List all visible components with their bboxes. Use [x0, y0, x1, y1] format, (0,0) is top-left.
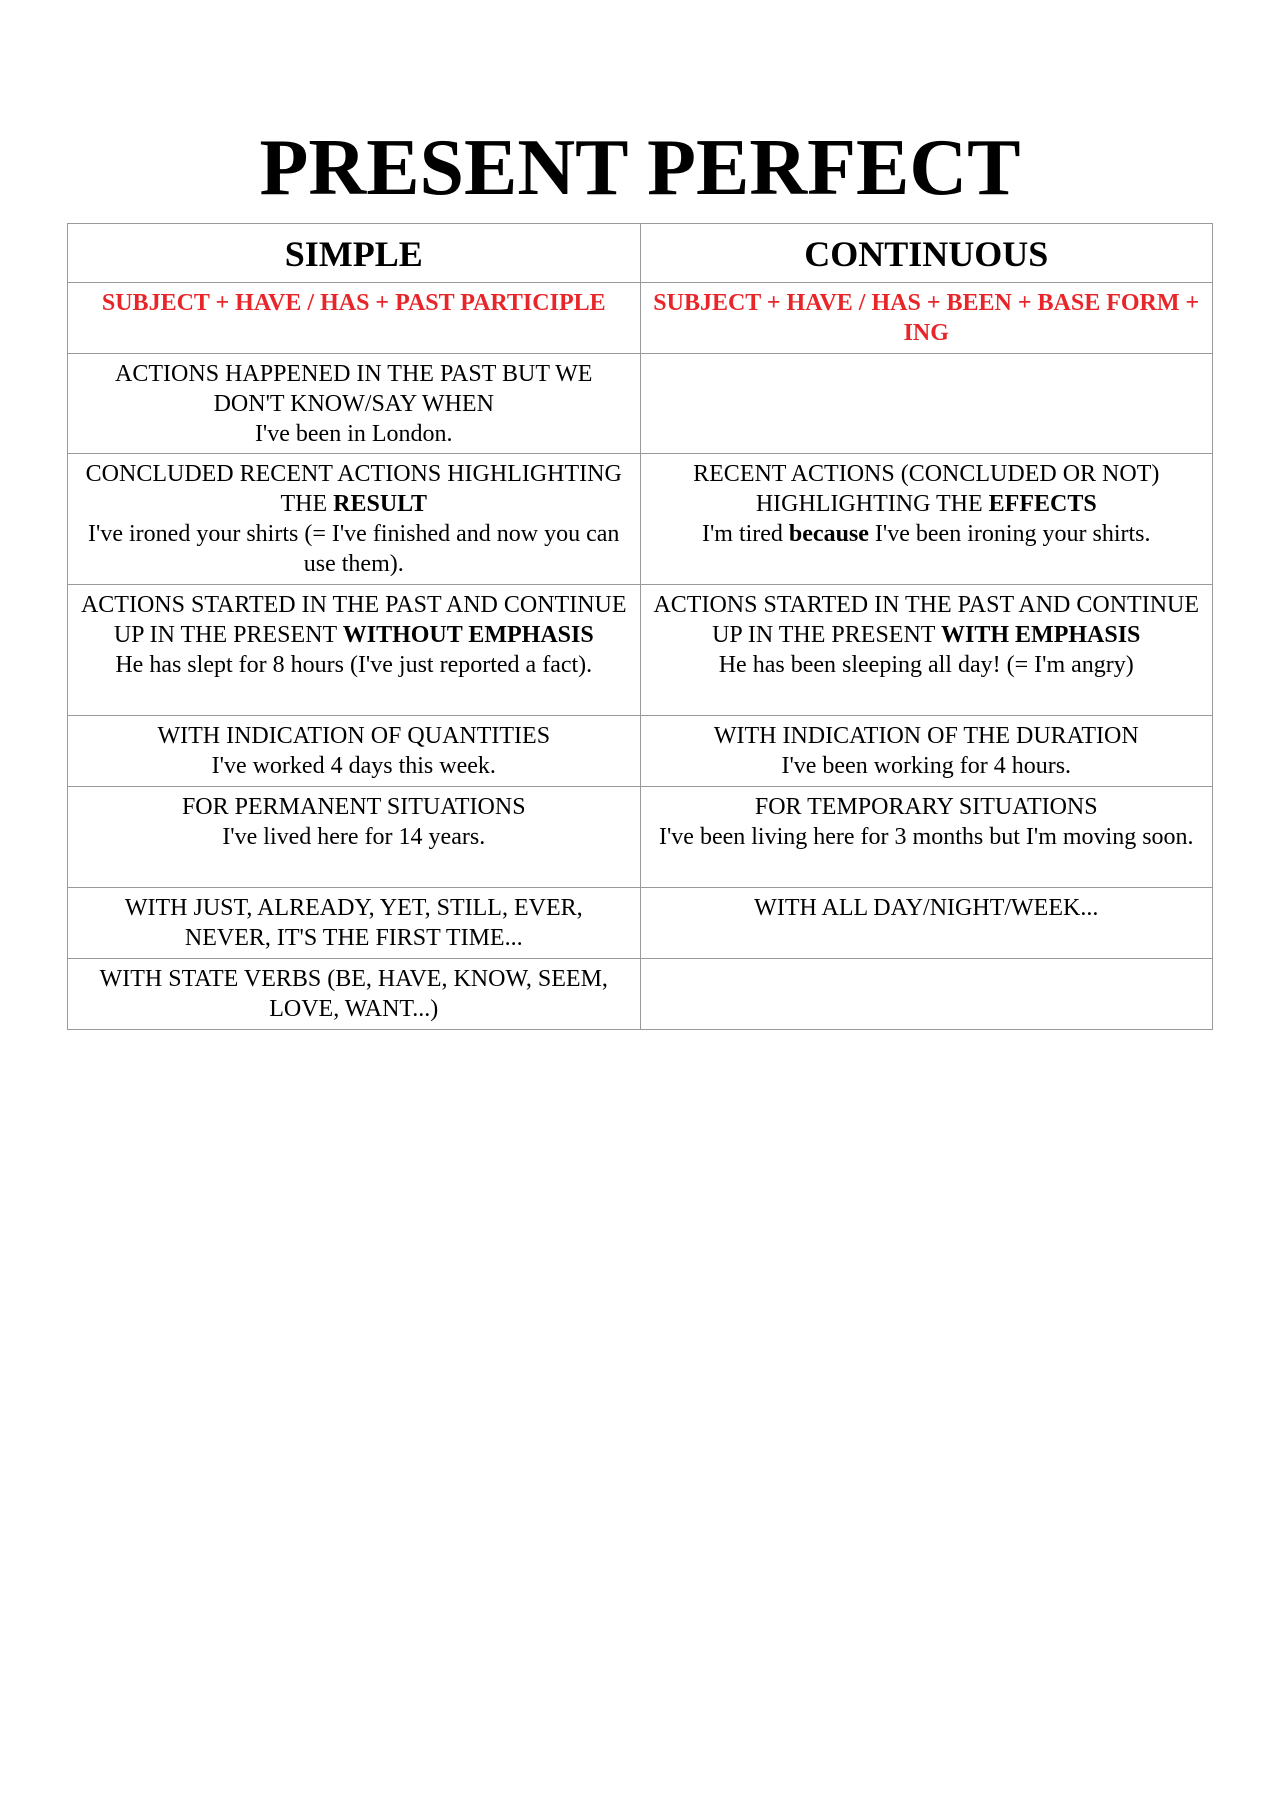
usage-description: CONCLUDED RECENT ACTIONS HIGHLIGHTING THE RESULT	[85, 461, 622, 517]
table-row	[68, 354, 1213, 454]
usage-description: FOR PERMANENT SITUATIONS	[181, 794, 526, 820]
usage-cell-simple	[68, 454, 641, 585]
usage-cell-simple	[68, 354, 641, 454]
table-row	[68, 716, 1213, 787]
usage-example: I've worked 4 days this week.	[211, 753, 496, 779]
table-row	[68, 959, 1213, 1030]
usage-example: I've been in London.	[254, 421, 453, 447]
table-header-row	[68, 224, 1213, 283]
usage-example: He has been sleeping all day! (= I'm angry)	[718, 652, 1134, 678]
usage-cell-simple	[68, 888, 641, 959]
usage-description: ACTIONS STARTED IN THE PAST AND CONTINUE UP IN THE PRESENT WITH EMPHASIS	[653, 592, 1200, 648]
usage-description: WITH ALL DAY/NIGHT/WEEK...	[754, 895, 1099, 921]
usage-example: I've lived here for 14 years.	[222, 824, 486, 850]
page-title: PRESENT PERFECT	[259, 124, 1021, 212]
usage-cell-simple	[68, 787, 641, 888]
usage-example: I've been working for 4 hours.	[781, 753, 1072, 779]
formula-simple: SUBJECT + HAVE / HAS + PAST PARTICIPLE	[68, 283, 641, 354]
usage-cell-continuous	[640, 959, 1213, 1030]
usage-description: FOR TEMPORARY SITUATIONS	[754, 794, 1098, 820]
usage-description: ACTIONS STARTED IN THE PAST AND CONTINUE UP IN THE PRESENT WITHOUT EMPHASIS	[80, 592, 627, 648]
table-row	[68, 787, 1213, 888]
usage-cell-simple	[68, 585, 641, 716]
usage-description: RECENT ACTIONS (CONCLUDED OR NOT) HIGHLIGHTING THE EFFECTS	[693, 461, 1160, 517]
usage-description: WITH STATE VERBS (BE, HAVE, KNOW, SEEM, LOVE, WANT...)	[99, 966, 608, 1022]
usage-cell-continuous	[640, 585, 1213, 716]
table-row	[68, 454, 1213, 585]
usage-example: I've been living here for 3 months but I'm moving soon.	[658, 824, 1194, 850]
tense-comparison-table	[67, 223, 1213, 1030]
formula-row	[68, 283, 1213, 354]
column-header-simple: SIMPLE	[68, 224, 641, 283]
table-row	[68, 585, 1213, 716]
usage-cell-continuous	[640, 787, 1213, 888]
usage-cell-continuous	[640, 888, 1213, 959]
table-row	[68, 888, 1213, 959]
usage-description: WITH INDICATION OF QUANTITIES	[157, 723, 551, 749]
usage-cell-continuous	[640, 716, 1213, 787]
usage-description: WITH INDICATION OF THE DURATION	[713, 723, 1139, 749]
usage-description: ACTIONS HAPPENED IN THE PAST BUT WE DON'T KNOW/SAY WHEN	[115, 361, 593, 417]
usage-example: I'm tired because I've been ironing your shirts.	[701, 521, 1151, 547]
usage-cell-simple	[68, 716, 641, 787]
usage-cell-continuous	[640, 354, 1213, 454]
usage-description: WITH JUST, ALREADY, YET, STILL, EVER, NEVER, IT'S THE FIRST TIME...	[124, 895, 583, 951]
usage-cell-simple	[68, 959, 641, 1030]
usage-cell-continuous	[640, 454, 1213, 585]
usage-example: I've ironed your shirts (= I've finished and now you can use them).	[88, 521, 620, 577]
usage-example: He has slept for 8 hours (I've just reported a fact).	[115, 652, 593, 678]
column-header-continuous: CONTINUOUS	[640, 224, 1213, 283]
formula-continuous: SUBJECT + HAVE / HAS + BEEN + BASE FORM + ING	[640, 283, 1213, 354]
